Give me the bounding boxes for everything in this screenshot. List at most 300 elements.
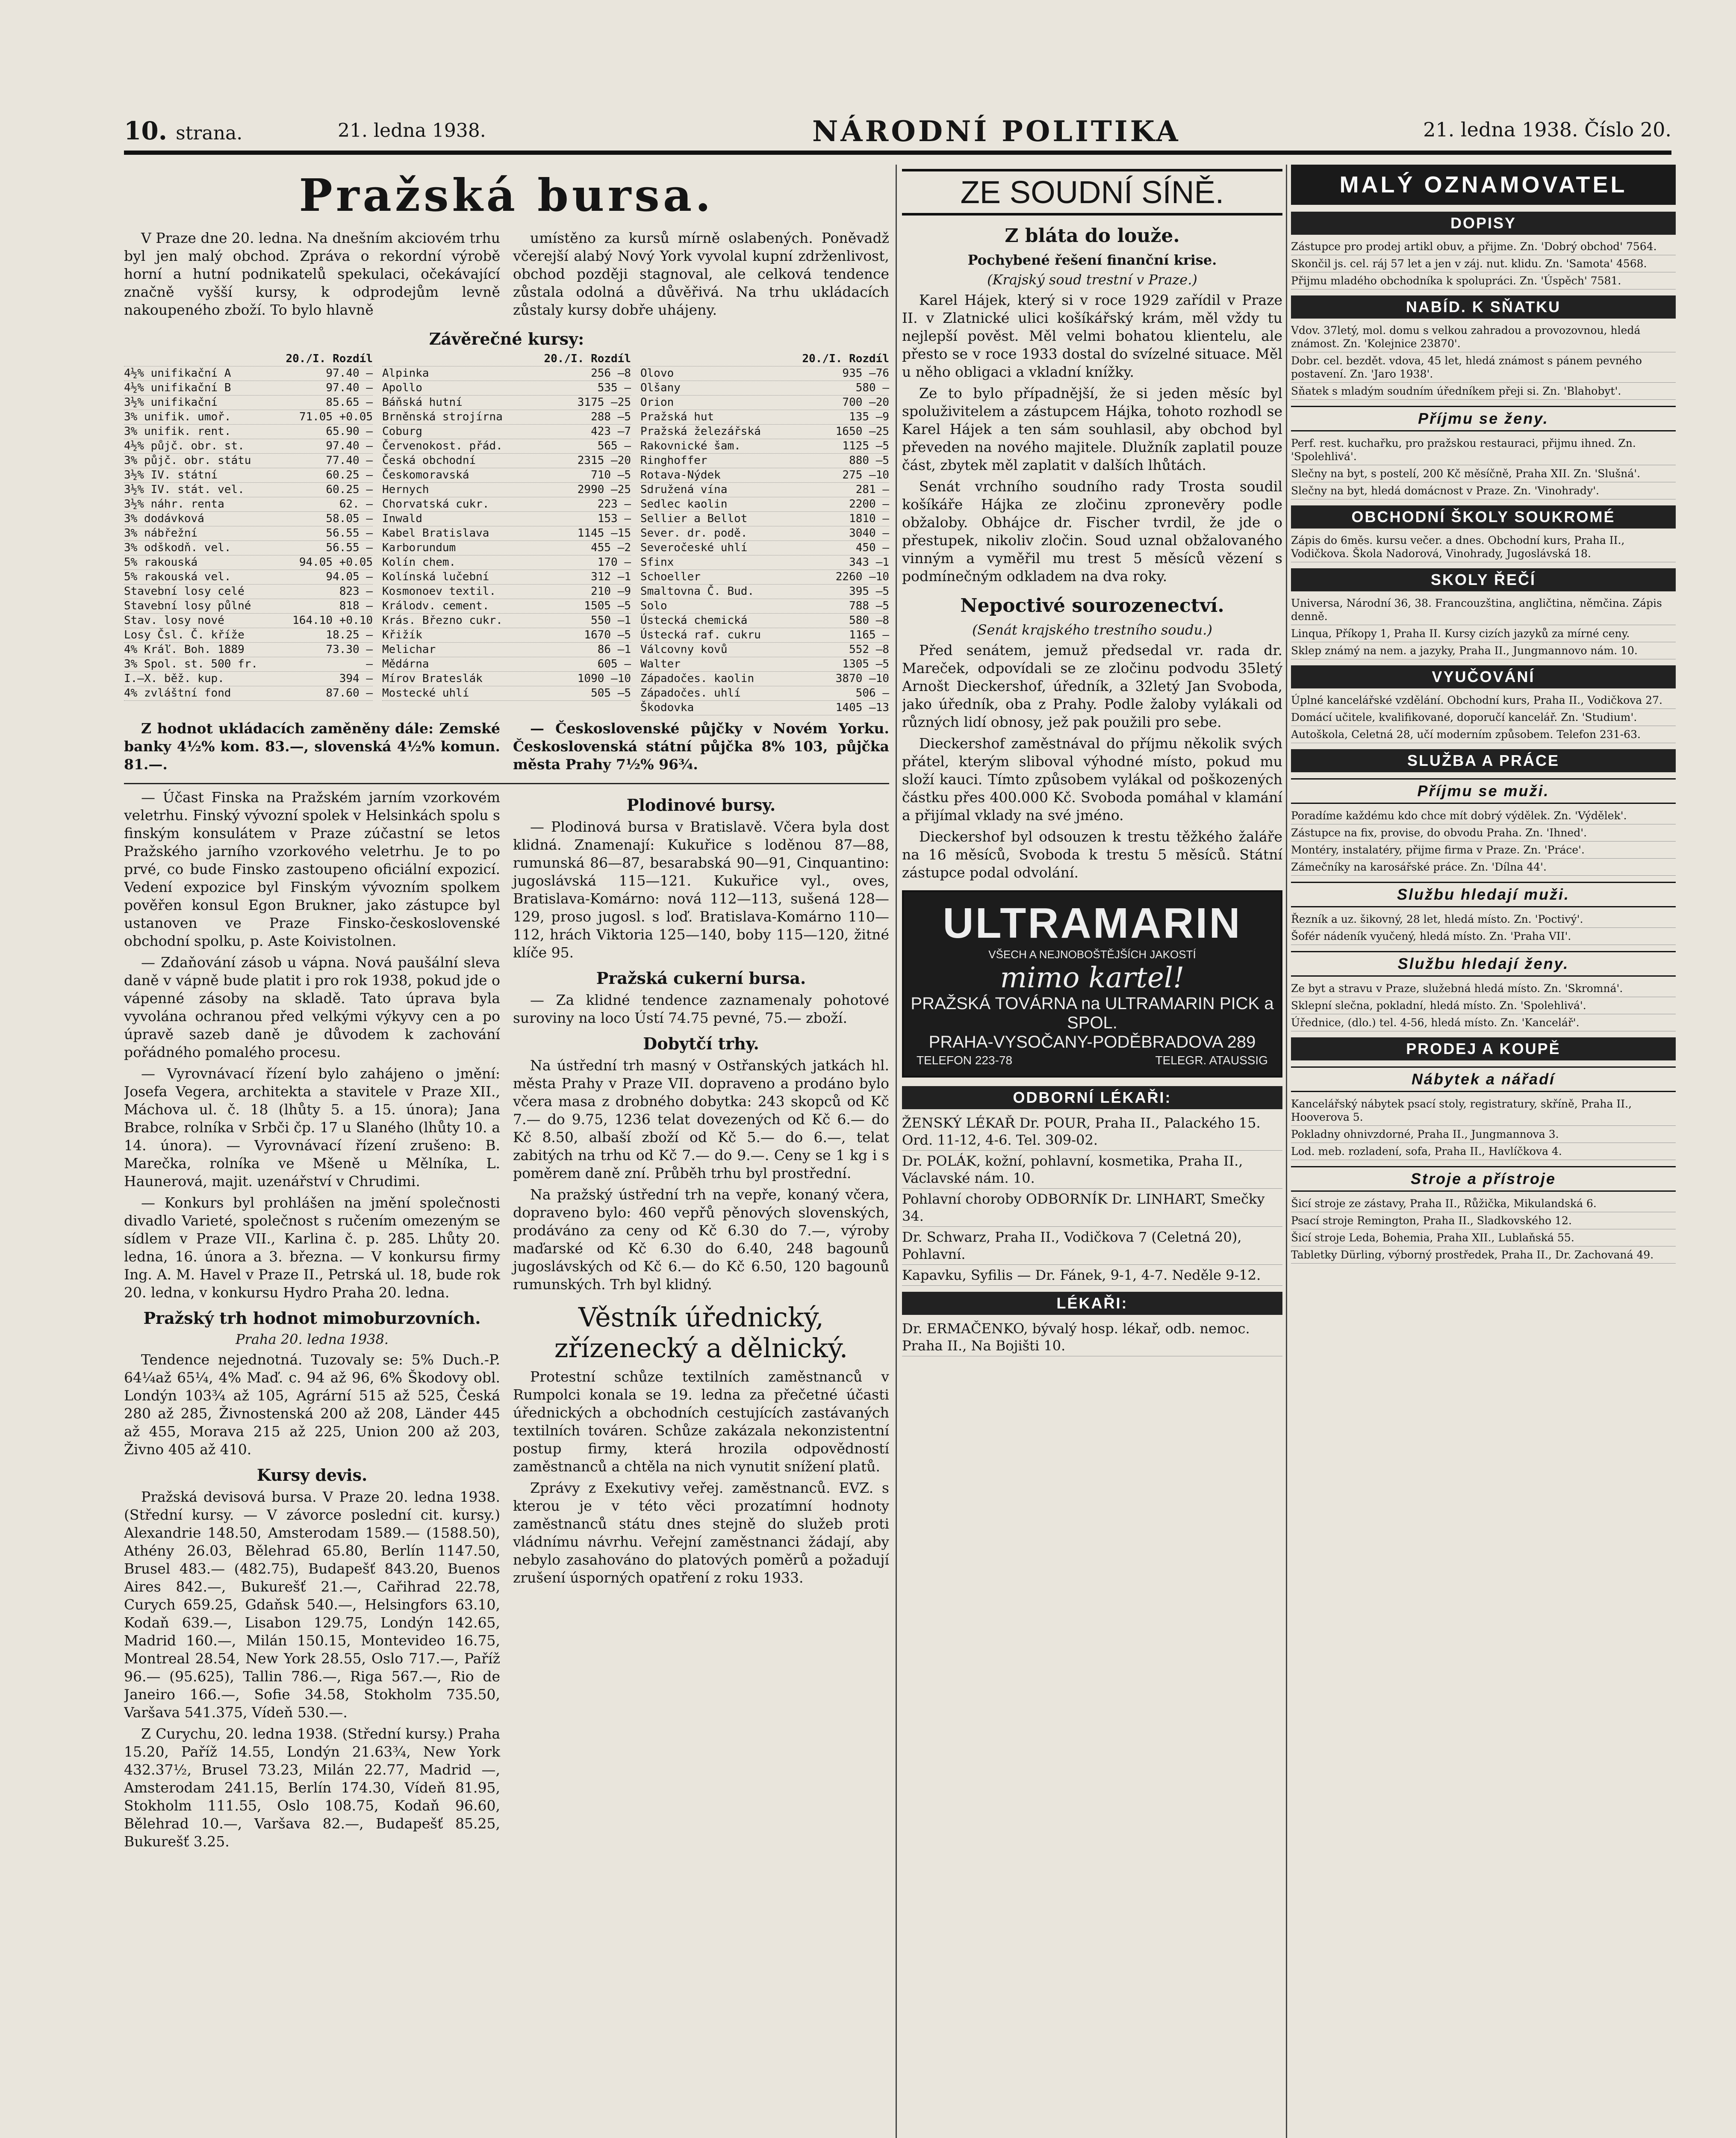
classified-ad: Šicí stroje Leda, Bohemia, Praha XII., Lublaňská 55. [1291, 1229, 1676, 1246]
rate-name: 4% zvláštní fond [124, 687, 231, 700]
rate-value: 56.55 — [326, 527, 373, 540]
rate-value: 550 —1 [591, 614, 631, 627]
ultramarin-address: PRAHA-VYSOČANY-PODĚBRADOVA 289 [928, 1033, 1256, 1051]
classified-ad: Vdov. 37letý, mol. domu s velkou zahradou a provozovnou, hledá známost. Zn. 'Kolejnice 23870'. [1291, 322, 1676, 352]
rate-row [382, 643, 631, 657]
rate-name: Ústecká raf. cukru [640, 629, 761, 641]
classified-ad: Přijmu mladého obchodníka k spolupráci. Zn. 'Úspěch' 7581. [1291, 272, 1676, 289]
rate-name: Sellier a Bellot [640, 512, 748, 525]
court-article-1-title: Z bláta do louže. [1005, 225, 1180, 247]
classified-ad: Šofér nádeník vyučený, hledá místo. Zn. 'Praha VII'. [1291, 928, 1676, 945]
rate-value: 3040 — [849, 527, 889, 540]
classified-ad: Dobr. cel. bezdět. vdova, 45 let, hledá známost s pánem pevného postavení. Zn. 'Jaro 1938'. [1291, 352, 1676, 383]
rate-name: Stavební losy celé [124, 585, 245, 598]
rate-value: 1145 —15 [577, 527, 631, 540]
rate-row [124, 672, 373, 686]
category-marriage: NABÍD. K SŇATKU [1291, 295, 1676, 319]
rate-name: Krás. Březno cukr. [382, 614, 503, 627]
rate-row [382, 628, 631, 643]
classified-ad: Linqua, Příkopy 1, Praha II. Kursy cizích jazyků za mírné ceny. [1291, 625, 1676, 642]
rate-name: Mírov Brateslák [382, 672, 483, 685]
rate-name: Kolín chem. [382, 556, 456, 569]
rate-row [124, 599, 373, 614]
classified-ad: Slečny na byt, s postelí, 200 Kč měsíčně, Praha XII. Zn. 'Slušná'. [1291, 465, 1676, 482]
economics-left-column [124, 788, 500, 1854]
rate-value: 1505 —5 [584, 599, 631, 612]
closing-rates-heading: Závěrečné kursy: [429, 329, 584, 348]
rate-row [382, 381, 631, 396]
men-wanted-list [1291, 807, 1676, 876]
bulletin-text-2: Zprávy z Exekutivy veřej. zaměstnanců. EVZ. s kterou je v této věci prozatímní hodnoty zaměstnanců státu dnes stejně do služeb proti vládnímu návrhu. Veřejní zaměstnanci žádají, aby nebylo zasahováno do platových poměrů a požadují zrušení úsporných opatření z roku 1933. [513, 1479, 889, 1586]
rate-name: Sfinx [640, 556, 674, 569]
rate-name: 3½% IV. stát. vel. [124, 483, 245, 496]
court-article-1-p1: Karel Hájek, který si v roce 1929 zařídil v Praze II. v Zlatnické ulici košíkářský krám, měl vždy tu nejlepší pověst. Měl velmi bohatou klientelu, ale přesto se v roce 1933 dostal do svízelné situace. Měl u něho obligaci a vkladní knížky. [902, 292, 1282, 380]
business-schools-list [1291, 532, 1676, 562]
court-article-2-court: (Senát krajského trestního soudu.) [972, 622, 1212, 638]
rate-name: Škodovka [640, 701, 694, 714]
classified-ad: Řezník a uz. šikovný, 28 let, hledá místo. Zn. 'Poctivý'. [1291, 911, 1676, 928]
rate-value: 1650 —25 [835, 425, 889, 438]
offexchange-text: Tendence nejednotná. Tuzovaly se: 5% Duch.-P. 64¼až 65¼, 4% Maď. c. 94 až 96, 6% Škodovy obl. Londýn 103¾ až 105, Agrární 515 až 525, Česká 280 až 285, Živnostenská 200 až 208, Länder 445 až 455, Morava 215 až 225, Union 200 až 203, Živno 405 až 410. [124, 1351, 500, 1458]
court-article-2-p2: Dieckershof zaměstnával do příjmu několik svých přátel, kterým sliboval výhodné místo, pokud mu složí kauci. Tímto způsobem vylákal od poškozených částku přes 400.000 Kč. Svoboda pomáhal v klamání a přijímal vklady na své jméno. [902, 735, 1282, 824]
zurich-text: Z Curychu, 20. ledna 1938. (Střední kursy.) Praha 15.20, Paříž 14.55, Londýn 21.63¾, New York 432.37½, Brusel 73.23, Milán 22.77, Madrid —, Amsterodam 241.15, Berlín 174.30, Vídeň 81.95, Stokholm 111.55, Oslo 108.75, Kodaň 96.60, Bělehrad 10.—, Varšava 82.—, Budapešť 85.25, Bukurešť 3.25. [124, 1725, 500, 1850]
rate-value: 56.55 — [326, 541, 373, 554]
rate-name: 3% půjč. obr. státu [124, 454, 251, 467]
rate-name: Válcovny kovů [640, 643, 728, 656]
marriage-list [1291, 322, 1676, 400]
classified-ad: Poradíme každému kdo chce mít dobrý výdělek. Zn. 'Výdělek'. [1291, 807, 1676, 824]
commodity-text: — Plodinová bursa v Bratislavě. Včera byla dost klidná. Znamenají: Kukuřice s loděnou 87—88, rumunská 86—87, besarabská 90—91, Cinquantino: jugoslávská 115—121. Kukuřice vyl., oves, Bratislava-Komárno: nová 112—113, sušená 128—129, proso jugosl. s loď. Bratislava-Komárno 110—112, hrách Viktoria 125—140, boby 115—120, žitné klíče 95. [513, 818, 889, 961]
rate-value: 94.05 — [326, 570, 373, 583]
classified-ad: Kancelářský nábytek psací stoly, registratury, skříně, Praha II., Hooverova 5. [1291, 1096, 1676, 1126]
rate-row [124, 657, 373, 672]
men-seeking-list [1291, 911, 1676, 945]
rate-row [124, 439, 373, 454]
page-header [124, 112, 1671, 155]
rate-name: Walter [640, 658, 681, 670]
rate-name: 3% unifik. rent. [124, 425, 231, 438]
rate-name: Chorvatská cukr. [382, 498, 489, 511]
physicians-heading: LÉKAŘI: [902, 1292, 1282, 1315]
rate-name: Červenokost. přád. [382, 440, 503, 452]
column-rule [1286, 165, 1287, 2138]
category-business-schools: OBCHODNÍ ŠKOLY SOUKROMÉ [1291, 505, 1676, 529]
classified-ad: Zástupce pro prodej artikl obuv, a přijme. Zn. 'Dobrý obchod' 7564. [1291, 238, 1676, 255]
rate-name: Západočes. kaolin [640, 672, 755, 685]
pork-text: Na pražský ústřední trh na vepře, konaný včera, dopraveno bylo: 460 vepřů pěnových slovenských, prodáváno za ceny od Kč 6.30 do 7.—, výroby maďarské od Kč 6.30 do 6.40, 248 bagounů jugoslávských od Kč 6.— do Kč 6.50, 120 bagounů rumunských. Trh byl klidný. [513, 1186, 889, 1293]
rate-row [382, 672, 631, 686]
rate-value: 60.25 — [326, 483, 373, 496]
rate-name: Coburg [382, 425, 422, 438]
rate-row [382, 686, 631, 701]
rate-name: Českomoravská [382, 469, 469, 481]
rate-name: 3½% náhr. renta [124, 498, 224, 511]
rates-column-header: 20./I. Rozdíl [124, 352, 373, 366]
rate-row [640, 555, 889, 570]
page-word: strana. [176, 122, 243, 144]
offexchange-heading: Pražský trh hodnot mimoburzovních. [143, 1308, 481, 1328]
rate-name: 4½% unifikační A [124, 367, 231, 380]
rate-value: 1125 —5 [842, 440, 889, 452]
bankruptcy-article: — Konkurs byl prohlášen na jmění společnosti divadlo Varieté, společnost s ručením omezeným se sídlem v Praze VII., Karlina č. p. 285. Lhůty 20. ledna, 16. února a 3. března. — V konkursu firmy Ing. A. M. Havel v Praze II., Petrská ul. 18, bude rok 20. ledna, v konkursu Hydro Praha 20. ledna. [124, 1194, 500, 1301]
rate-name: Křižík [382, 629, 422, 641]
category-machines: Stroje a přístroje [1291, 1166, 1676, 1192]
rate-row [382, 599, 631, 614]
rate-value: 87.60 — [326, 687, 373, 700]
court-article-1-subtitle: Pochybené řešení finanční krise. [967, 252, 1217, 268]
rate-name: Smaltovna Č. Bud. [640, 585, 755, 598]
category-women-seeking: Službu hledají ženy. [1291, 951, 1676, 977]
rate-value: 506 — [855, 687, 889, 700]
rate-name: Pražská hut [640, 410, 714, 423]
classified-ad: Úplné kancelářské vzdělání. Obchodní kurs, Praha II., Vodičkova 27. [1291, 692, 1676, 709]
ultramarin-slogan: mimo kartel! [1000, 961, 1185, 994]
rate-row [124, 454, 373, 468]
court-article-2-p3: Dieckershof byl odsouzen k trestu těžkého žaláře na 16 měsíců, Svoboda k trestu 5 měsíců. Státní zástupce podal odvolání. [902, 828, 1282, 881]
commodity-heading: Plodinové bursy. [626, 795, 776, 815]
classified-ad: Montéry, instalatéry, přijme firma v Praze. Zn. 'Práce'. [1291, 842, 1676, 859]
page-number [124, 116, 242, 145]
rate-name: Rakovnické šam. [640, 440, 741, 452]
classified-ad: Lod. meb. rozladení, sofa, Praha II., Havlíčkova 4. [1291, 1143, 1676, 1160]
rate-name: 3½% IV. státní [124, 469, 218, 481]
rate-name: Brněnská strojírna [382, 410, 503, 423]
rate-row [640, 381, 889, 396]
rate-name: Ústecká chemická [640, 614, 748, 627]
savings-note: Z hodnot ukládacích zaměněny dále: Zemské banky 4½% kom. 83.—, slovenská 4½% komun. 81.—. [124, 720, 500, 773]
bursa-intro-left: V Praze dne 20. ledna. Na dnešním akciovém trhu byl jen malý obchod. Zpráva o rekordní výrobě horní a hutní podnikatelů spekulaci, očekávající značně vyšší kursy, k odprodejům levně nakoupeného zboží. To bylo hlavně [124, 230, 500, 318]
letters-list [1291, 238, 1676, 289]
rate-value: 73.30 — [326, 643, 373, 656]
rate-row [640, 643, 889, 657]
rates-table [124, 352, 889, 715]
rate-value: 164.10 +0.10 [292, 614, 373, 627]
bursa-intro-right: umístěno za kursů mírně oslabených. Poněvadž včerejší alabý Nový York vyvolal kupní zdrženlivost, obchod později stagnoval, ale celková tendence zůstala odolná a důvěřivá. Na trhu ukládacích zůstaly kursy dobře uhájeny. [513, 230, 889, 318]
rate-row [640, 366, 889, 381]
rate-value: 552 —8 [849, 643, 889, 656]
offexchange-date: Praha 20. ledna 1938. [236, 1331, 389, 1347]
ultramarin-ad [902, 890, 1282, 1078]
rate-row [382, 614, 631, 628]
classified-ad: Perf. rest. kuchařku, pro pražskou restauraci, přijmu ihned. Zn. 'Spolehlivá'. [1291, 435, 1676, 465]
rate-name: Králodv. cement. [382, 599, 489, 612]
rate-row [124, 526, 373, 541]
finland-article: — Účast Finska na Pražském jarním vzorkovém veletrhu. Finský vývozní spolek v Helsinkách spolu s finským konsulátem v Praze zúčastní se letos Pražského jarního vzorkového veletrhu. Je to po prvé, co bude Finsko zastoupeno oficiální expozicí. Vedení expozice byl Finským vývozním spolkem pověřen konsul Egon Brukner, jako zástupce byl ustanoven ve Praze Finsko-československé obchodní spolku, p. Aste Koivistolnen. [124, 789, 500, 949]
rate-value: 2315 —20 [577, 454, 631, 467]
rate-value: 210 —9 [591, 585, 631, 598]
rate-value: 281 — [855, 483, 889, 496]
rate-row [382, 366, 631, 381]
rate-name: Mědárna [382, 658, 429, 670]
rate-value: 1405 —13 [835, 701, 889, 714]
rate-name: Sever. dr. podě. [640, 527, 748, 540]
rate-value: 97.40 — [326, 381, 373, 394]
rate-name: Ringhoffer [640, 454, 707, 467]
rate-value: 62. — [339, 498, 373, 511]
rate-row [640, 585, 889, 599]
rate-row [382, 526, 631, 541]
court-article-2-p1: Před senátem, jemuž předsedal vr. rada dr. Mareček, odpovídali se ze zločinu podvodu 35letý Arnošt Dieckershof, úředník, a 32letý Jan Svoboda, jako úředník, oba z Prahy. Podle žaloby vylákali od různých lidí obnosy, jež pak použili pro sebe. [902, 642, 1282, 730]
rate-value: 153 — [597, 512, 631, 525]
rate-value: 455 —2 [591, 541, 631, 554]
rate-name: 3% dodávková [124, 512, 204, 525]
women-seeking-list [1291, 980, 1676, 1031]
rate-value: 1090 —10 [577, 672, 631, 685]
rate-row [124, 425, 373, 439]
rate-row [124, 570, 373, 585]
rate-name: Pražská železářská [640, 425, 761, 438]
rate-value: 580 —8 [849, 614, 889, 627]
rate-value: 18.25 — [326, 629, 373, 641]
rate-row [640, 410, 889, 425]
rate-row [124, 585, 373, 599]
rate-name: Česká obchodní [382, 454, 476, 467]
rate-name: 4% Kráľ. Boh. 1889 [124, 643, 245, 656]
rate-name: Mostecké uhlí [382, 687, 469, 700]
rate-name: 3½% unifikační [124, 396, 218, 409]
doctor-ad: Dr. Schwarz, Praha II., Vodičkova 7 (Celetná 20), Pohlavní. [902, 1227, 1282, 1265]
rates-column-b [382, 352, 631, 715]
rate-row [382, 425, 631, 439]
rate-row [640, 454, 889, 468]
classified-ad: Skončil js. cel. ráj 57 let a jen v záj. nut. klidu. Zn. 'Samota' 4568. [1291, 255, 1676, 272]
classified-ad: Úřednice, (dlo.) tel. 4-56, hledá místo. Zn. 'Kancelář'. [1291, 1014, 1676, 1031]
rate-name: Báňská hutní [382, 396, 463, 409]
rate-row [124, 381, 373, 396]
category-women-wanted: Příjmu se ženy. [1291, 406, 1676, 431]
ultramarin-phone: TELEFON 223-78 [917, 1054, 1013, 1067]
ultramarin-quality: VŠECH A NEJNOBOŠTĚJŠÍCH JAKOSTÍ [988, 948, 1196, 961]
court-section [902, 165, 1282, 2138]
rate-row [640, 512, 889, 526]
rate-name: Kabel Bratislava [382, 527, 489, 540]
rate-value: 65.90 — [326, 425, 373, 438]
category-language-schools: SKOLY ŘEČÍ [1291, 568, 1676, 591]
rate-value: 823 — [339, 585, 373, 598]
language-schools-list [1291, 595, 1676, 659]
rate-value: 700 —20 [842, 396, 889, 409]
rate-row [124, 497, 373, 512]
doctor-ad: Pohlavní choroby ODBORNÍK Dr. LINHART, Smečky 34. [902, 1189, 1282, 1227]
lessons-list [1291, 692, 1676, 743]
bulletin-text-1: Protestní schůze textilních zaměstnanců v Rumpolci konala se 19. ledna za přečetné účasti úřednických a obchodních cestujících zastávaných textilních továren. Schůze zakázala nekonzistentní postup firmy, která hrozila odpovědností zaměstnanců a chtěla na nich vynutit snížení platů. [513, 1368, 889, 1475]
rate-row [640, 425, 889, 439]
rate-value: 935 —76 [842, 367, 889, 380]
rate-name: Karborundum [382, 541, 456, 554]
doctors-heading: ODBORNÍ LÉKAŘI: [902, 1086, 1282, 1109]
rates-column-a [124, 352, 373, 715]
classified-ad: Domácí učitele, kvalifikované, doporučí kancelář. Zn. 'Studium'. [1291, 709, 1676, 726]
rate-row [124, 686, 373, 701]
category-men-wanted: Příjmu se muži. [1291, 778, 1676, 804]
rate-name: 5% rakouská [124, 556, 198, 569]
livestock-heading: Dobytčí trhy. [643, 1034, 759, 1053]
classified-ad: Pokladny ohnivzdorné, Praha II., Jungmannova 3. [1291, 1126, 1676, 1143]
rate-row [124, 628, 373, 643]
court-article-2-title: Nepoctivé sourozenectví. [960, 595, 1224, 617]
category-letters: DOPISY [1291, 212, 1676, 235]
rate-value: 505 —5 [591, 687, 631, 700]
category-men-seeking: Službu hledají muži. [1291, 882, 1676, 907]
rate-name: I.—X. běž. kup. [124, 672, 224, 685]
livestock-text: Na ústřední trh masný v Ostřanských jatkách hl. města Prahy v Praze VII. dopraveno a prodáno bylo včera masa z drobného dobytka: 243 skopců od Kč 7.— do 9.75, 1236 telat dovezených od Kč 6.— do Kč 8.50, albaší zboží od Kč 5.— do 6.—, telat zabitých na trhu od Kč 7.— do 9.—. Ceny se 1 kg i s poměrem daně zní. Průběh trhu byl prostřední. [513, 1057, 889, 1181]
rate-value: 312 —1 [591, 570, 631, 583]
rate-name: 5% rakouská vel. [124, 570, 231, 583]
rate-row [640, 526, 889, 541]
rate-row [124, 468, 373, 483]
rate-value: 97.40 — [326, 367, 373, 380]
rate-value: 565 — [597, 440, 631, 452]
settlement-article: — Vyrovnávací řízení bylo zahájeno o jmění: Josefa Vegera, architekta a stavitele v Praze XII., Máchova ul. č. 18 (lhůty 5. a 15. února); Jana Brabce, rolníka v Srbči čp. 17 u Slaného (lhůty 10. a 14. února). — Vyrovnávací řízení zrušeno: B. Marečka, rolníka ve Mšeně u Mělníka, L. Haunerová, majit. uzenářství v Chrudimi. [124, 1065, 500, 1190]
rate-value: 1165 — [849, 629, 889, 641]
currency-heading: Kursy devis. [256, 1465, 368, 1485]
rate-row [124, 483, 373, 497]
rate-name: 4½% unifikační B [124, 381, 231, 394]
rate-row [640, 570, 889, 585]
rate-value: 1305 —5 [842, 658, 889, 670]
court-article-1-p3: Senát vrchního soudního rady Trosta soudil košíkáře Hájka ze zločinu zpronevěry podle obžaloby. Obhájce dr. Fischer tvrdil, že jde o přestupek, nikoliv zločin. Soud uznal obžalovaného vinným a vyměřil mu trest 5 měsíců vězení s podmínečným odkladem na dva roky. [902, 478, 1282, 585]
rate-value: 60.25 — [326, 469, 373, 481]
classified-ad: Psací stroje Remington, Praha II., Sladkovského 12. [1291, 1212, 1676, 1229]
rate-row [382, 512, 631, 526]
classified-ad: Sňatek s mladým soudním úředníkem přeji si. Zn. 'Blahobyt'. [1291, 383, 1676, 400]
economics-right-column [513, 788, 889, 1854]
doctor-ad: ŽENSKÝ LÉKAŘ Dr. POUR, Praha II., Palackého 15. Ord. 11-12, 4-6. Tel. 309-02. [902, 1113, 1282, 1151]
rate-name: 3% nábřežní [124, 527, 198, 540]
rate-row [640, 468, 889, 483]
rate-row [124, 541, 373, 555]
rate-name: Melichar [382, 643, 436, 656]
rate-row [382, 410, 631, 425]
rate-value: 3175 —25 [577, 396, 631, 409]
doctor-ad: Dr. POLÁK, kožní, pohlavní, kosmetika, Praha II., Václavské nám. 10. [902, 1151, 1282, 1189]
rate-value: 1810 — [849, 512, 889, 525]
rate-value: 2260 —10 [835, 570, 889, 583]
currency-text: Pražská devisová bursa. V Praze 20. ledna 1938. (Střední kursy. — V závorce poslední cit. kursy.) Alexandrie 148.50, Amsterodam 1589.— (1588.50), Athény 26.03, Bělehrad 65.80, Berlín 1147.50, Brusel 483.— (482.75), Budapešť 843.20, Buenos Aires 842.—, Bukurešť 21.—, Cařihrad 22.78, Curych 659.25, Gdaňsk 540.—, Helsingfors 63.10, Kodaň 639.—, Lisabon 129.75, Londýn 142.65, Madrid 160.—, Milán 150.15, Montevideo 16.75, Montreal 28.54, New York 28.55, Oslo 717.—, Paříž 96.— (95.625), Tallin 786.—, Riga 567.—, Rio de Janeiro 166.—, Sofie 34.58, Stokholm 735.50, Varšava 541.375, Vídeň 530.—. [124, 1488, 500, 1721]
rate-value: 423 —7 [591, 425, 631, 438]
rate-row [640, 497, 889, 512]
lime-tax-article: — Zdaňování zásob u vápna. Nová paušální sleva daně v vápně bude platit i pro rok 1938, pokud jde o vápenné zásoby na skladě. Tato úprava byla vyvolána ochranou před velkými výkyvy cen a po úpravě sazeb daně je důvodem k zachování pořádného pomalého procesu. [124, 954, 500, 1060]
rate-name: Olšany [640, 381, 681, 394]
rate-value: 450 — [855, 541, 889, 554]
rate-row [640, 614, 889, 628]
rate-name: Severočeské uhlí [640, 541, 748, 554]
sugar-heading: Pražská cukerní bursa. [596, 969, 806, 988]
court-article-1-court: (Krajský soud trestní v Praze.) [987, 272, 1197, 288]
rate-value: 288 —5 [591, 410, 631, 423]
rate-row [382, 541, 631, 555]
rate-row [382, 468, 631, 483]
rate-value: 2990 —25 [577, 483, 631, 496]
rate-value: 77.40 — [326, 454, 373, 467]
rate-row [640, 628, 889, 643]
rate-value: — [366, 658, 373, 670]
date-left: 21. ledna 1938. [338, 120, 486, 142]
rate-value: 788 —5 [849, 599, 889, 612]
rate-row [382, 483, 631, 497]
machines-list [1291, 1195, 1676, 1264]
classified-ad: Universa, Národní 36, 38. Francouzština, angličtina, němčina. Zápis denně. [1291, 595, 1676, 625]
rate-name: Losy Čsl. Č. kříže [124, 629, 245, 641]
classifieds-banner: MALÝ OZNAMOVATEL [1291, 165, 1676, 205]
rate-row [382, 439, 631, 454]
rate-value: 71.05 +0.05 [299, 410, 373, 423]
rate-value: 135 —9 [849, 410, 889, 423]
classified-ad: Autoškola, Celetná 28, učí moderním způsobem. Telefon 231-63. [1291, 726, 1676, 743]
rate-name: Sdružená vína [640, 483, 728, 496]
rate-row [124, 643, 373, 657]
loans-note: — Československé půjčky v Novém Yorku. Československá státní půjčka 8% 103, půjčka města Prahy 7½% 96¾. [513, 720, 889, 773]
doctor-ad: Kapavku, Syfilis — Dr. Fánek, 9-1, 4-7. Neděle 9-12. [902, 1265, 1282, 1286]
rate-row [124, 614, 373, 628]
rate-value: 85.65 — [326, 396, 373, 409]
rates-column-header: 20./I. Rozdíl [640, 352, 889, 366]
rate-name: 3% odškodň. vel. [124, 541, 231, 554]
rate-value: 2200 — [849, 498, 889, 511]
date-right: 21. ledna 1938. Číslo 20. [1423, 118, 1671, 141]
rate-name: 3% Spol. st. 500 fr. [124, 658, 258, 670]
rate-name: Solo [640, 599, 667, 612]
rate-row [382, 454, 631, 468]
furniture-list [1291, 1096, 1676, 1160]
newspaper-title: NÁRODNÍ POLITIKA [812, 115, 1181, 148]
sugar-text: — Za klidné tendence zaznamenaly pohotové suroviny na loco Ústí 74.75 pevné, 75.— zboží. [513, 992, 889, 1026]
bursa-title: Pražská bursa. [299, 169, 714, 221]
rate-value: 605 — [597, 658, 631, 670]
ultramarin-brand: ULTRAMARIN [943, 899, 1242, 947]
rates-column-header: 20./I. Rozdíl [382, 352, 631, 366]
rate-value: 580 — [855, 381, 889, 394]
rate-value: 394 — [339, 672, 373, 685]
rate-value: 94.05 +0.05 [299, 556, 373, 569]
rate-value: 1670 —5 [584, 629, 631, 641]
court-heading: ZE SOUDNÍ SÍNĚ. [902, 169, 1282, 216]
rate-value: 223 — [597, 498, 631, 511]
rate-row [382, 585, 631, 599]
rate-value: 395 —5 [849, 585, 889, 598]
page-number-value: 10. [124, 116, 167, 145]
rate-row [640, 483, 889, 497]
rate-row [124, 512, 373, 526]
rate-value: 170 — [597, 556, 631, 569]
rate-name: 4½% půjč. obr. st. [124, 440, 245, 452]
rate-name: Inwald [382, 512, 422, 525]
rate-name: 3% unifik. umoř. [124, 410, 231, 423]
court-article-1-p2: Ze to bylo případnější, že si jeden měsíc byl spoluživitelem a zástupcem Hájka, tohoto rozhodl se Karel Hájek a ten sám souhlasil, aby obchod byl převeden na nového majitele. Dlužník zaplatil pouze část, zbytek měl zaplatit v dalších lhůtách. [902, 385, 1282, 473]
rate-row [640, 439, 889, 454]
bulletin-heading: Věstník úřednický, zřízenecký a dělnický. [554, 1302, 848, 1364]
column-rule [896, 165, 897, 2138]
classified-ad: Sklepní slečna, pokladní, hledá místo. Zn. 'Spolehlivá'. [1291, 997, 1676, 1014]
ultramarin-telegram: TELEGR. ATAUSSIG [1155, 1054, 1268, 1067]
rate-name: Rotava-Nýdek [640, 469, 721, 481]
rate-row [382, 570, 631, 585]
rates-column-c [640, 352, 889, 715]
rate-value: 275 —10 [842, 469, 889, 481]
rate-value: 343 —1 [849, 556, 889, 569]
rate-row [640, 686, 889, 701]
rate-name: Stavební losy půlné [124, 599, 251, 612]
category-buy-sell: PRODEJ A KOUPĚ [1291, 1037, 1676, 1060]
rate-name: Orion [640, 396, 674, 409]
rate-name: Hernych [382, 483, 429, 496]
rate-name: Kolínská lučební [382, 570, 489, 583]
rate-name: Kosmonoev textil. [382, 585, 496, 598]
rate-row [124, 366, 373, 381]
category-jobs: SLUŽBA A PRÁCE [1291, 749, 1676, 772]
rate-row [640, 599, 889, 614]
classified-ad: Slečny na byt, hledá domácnost v Praze. Zn. 'Vinohrady'. [1291, 482, 1676, 499]
